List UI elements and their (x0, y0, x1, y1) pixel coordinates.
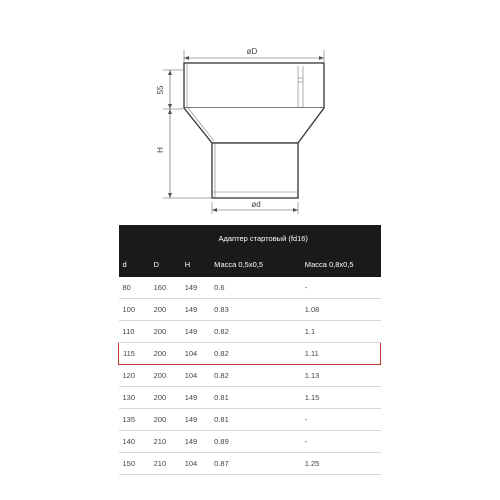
table-cell: 200 (150, 343, 181, 365)
table-cell: 104 (181, 365, 210, 387)
table-cell: 200 (150, 365, 181, 387)
table-cell: - (301, 431, 381, 453)
table-row (119, 299, 381, 321)
table-cell: 1.15 (301, 387, 381, 409)
table-cell: 120 (119, 365, 150, 387)
table-cell: 149 (181, 277, 210, 299)
table-cell: - (301, 409, 381, 431)
dim-outer-diameter: øD (246, 47, 258, 56)
table-cell: 0.89 (210, 431, 301, 453)
table-cell: 200 (150, 409, 181, 431)
table-cell: 104 (181, 453, 210, 475)
table-cell: 115 (119, 343, 150, 365)
table-cell: 0.83 (210, 299, 301, 321)
header-d: d (119, 251, 150, 277)
table-cell: 149 (181, 299, 210, 321)
header-mass-05: Масса 0,5х0,5 (210, 251, 301, 277)
table-cell: 0.82 (210, 365, 301, 387)
table-cell: 0.82 (210, 321, 301, 343)
header-mass-08: Масса 0,8х0,5 (301, 251, 381, 277)
header-H: H (181, 251, 210, 277)
table-cell: 80 (119, 277, 150, 299)
table-cell: 149 (181, 431, 210, 453)
table-header-row (119, 251, 381, 277)
table-cell: 210 (150, 453, 181, 475)
dim-top-height: 55 (156, 85, 165, 95)
table-cell: 130 (119, 387, 150, 409)
table-row (119, 277, 381, 299)
dim-inner-diameter: ød (251, 200, 261, 209)
table-row (119, 409, 381, 431)
table-row (119, 321, 381, 343)
table-cell: 0.81 (210, 409, 301, 431)
table-cell: - (301, 277, 381, 299)
table-cell: 0.82 (210, 343, 301, 365)
table-row (119, 387, 381, 409)
table-cell: 149 (181, 321, 210, 343)
table-cell: 140 (119, 431, 150, 453)
table-cell: 104 (181, 343, 210, 365)
table-cell: 150 (119, 453, 150, 475)
table-row (119, 431, 381, 453)
table-cell: 149 (181, 409, 210, 431)
table-title-row (119, 225, 381, 251)
table-cell: 110 (119, 321, 150, 343)
table-cell: 135 (119, 409, 150, 431)
adapter-technical-drawing (0, 0, 500, 225)
table-row (119, 343, 381, 365)
specs-table (118, 225, 381, 475)
table-cell: 0.6 (210, 277, 301, 299)
table-cell: 200 (150, 299, 181, 321)
table-cell: 1.11 (301, 343, 381, 365)
table-title: Адаптер стартовый (fd16) (119, 225, 381, 251)
table-cell: 149 (181, 387, 210, 409)
table-cell: 100 (119, 299, 150, 321)
table-cell: 200 (150, 387, 181, 409)
table-cell: 0.81 (210, 387, 301, 409)
table-cell: 1.25 (301, 453, 381, 475)
table-cell: 200 (150, 321, 181, 343)
table-row (119, 365, 381, 387)
table-row (119, 453, 381, 475)
table-cell: 0.87 (210, 453, 301, 475)
table-cell: 210 (150, 431, 181, 453)
table-cell: 1.13 (301, 365, 381, 387)
table-cell: 160 (150, 277, 181, 299)
table-cell: 1.08 (301, 299, 381, 321)
dim-total-height: H (156, 147, 165, 153)
table-cell: 1.1 (301, 321, 381, 343)
header-D: D (150, 251, 181, 277)
